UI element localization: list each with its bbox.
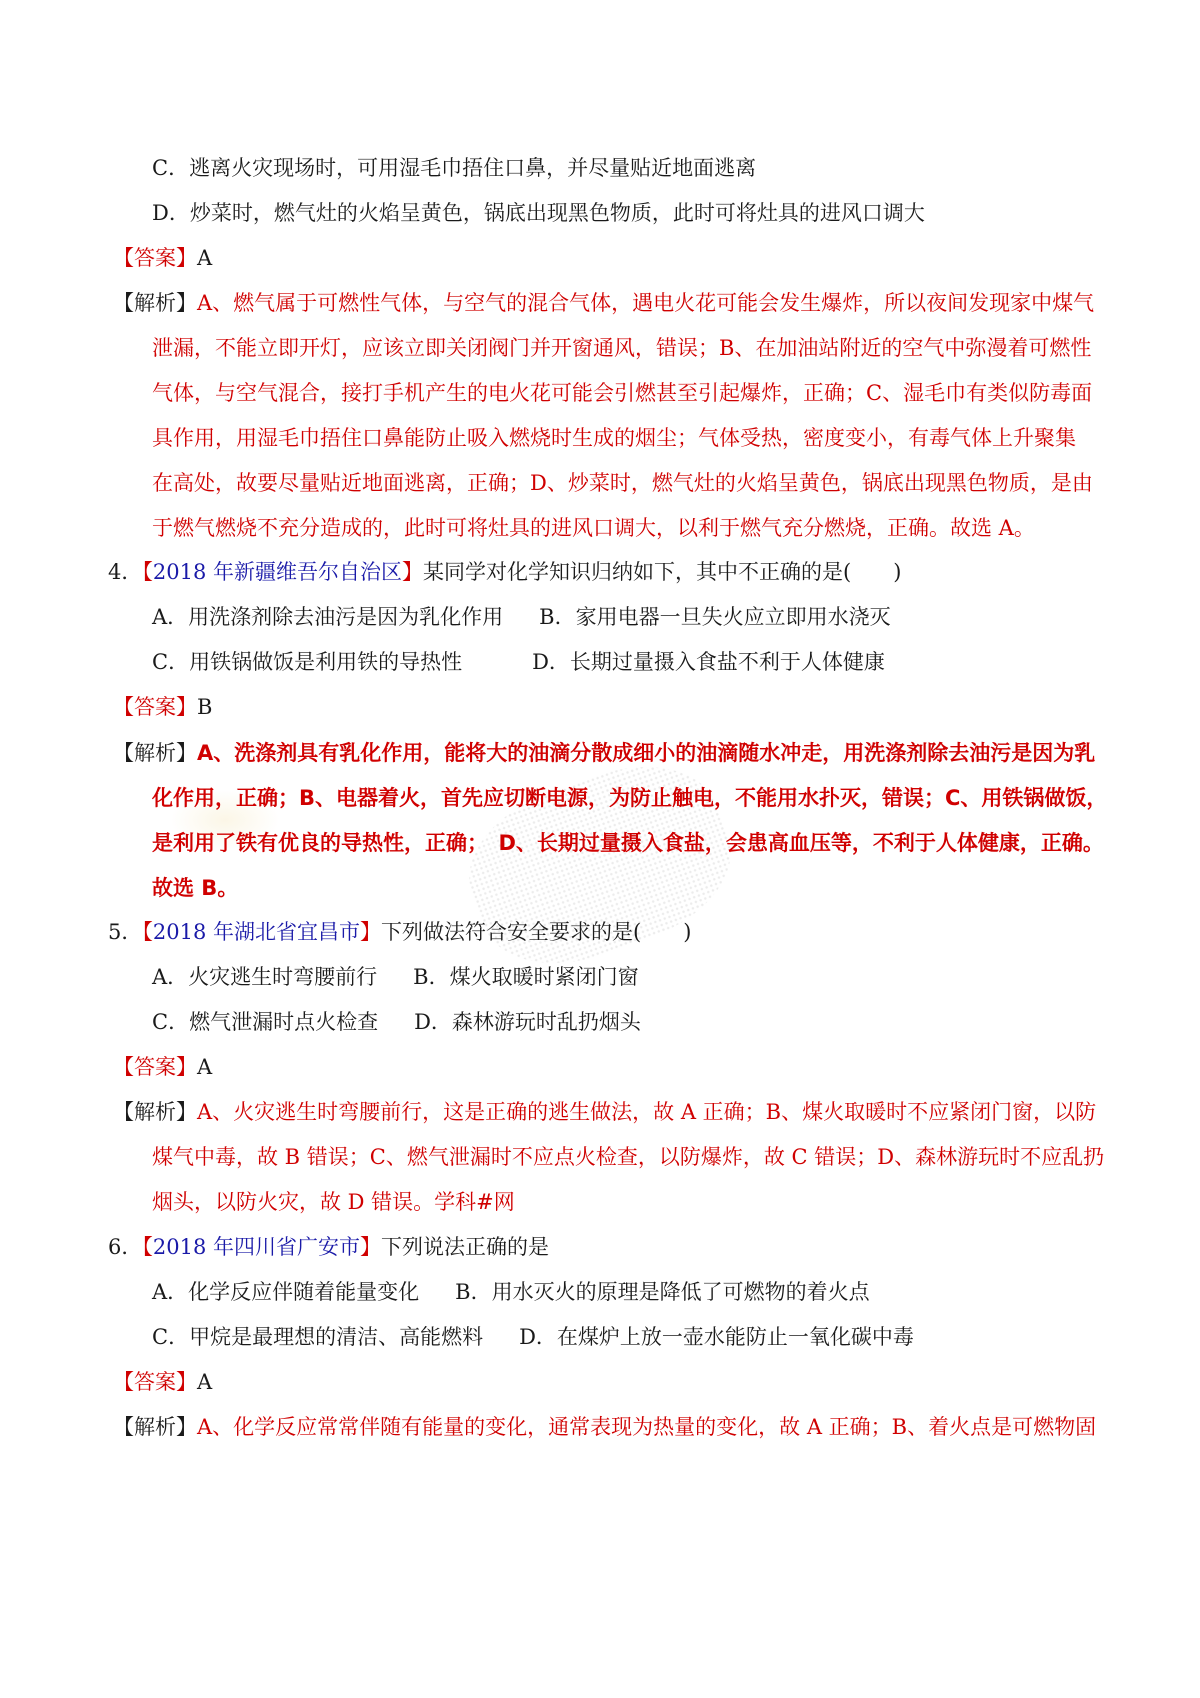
- question-6-options-row-1: [152, 1277, 870, 1307]
- question-source: 2018 年四川省广安市: [152, 1235, 360, 1259]
- option-d: D．在煤炉上放一壶水能防止一氧化碳中毒: [519, 1325, 914, 1349]
- question-text: 某同学对化学知识归纳如下，其中不正确的是( ): [423, 560, 902, 584]
- question-6-stem: 6．【2018 年四川省广安市】下列说法正确的是: [108, 1235, 549, 1259]
- prev-analysis-line-6: 于燃气燃烧不充分造成的，此时可将灶具的进风口调大，以利于燃气充分燃烧，正确。故选 A。: [152, 516, 1035, 540]
- prev-analysis-line-2: 泄漏，不能立即开灯，应该立即关闭阀门并开窗通风，错误；B、在加油站附近的空气中弥漫着可燃性: [152, 336, 1092, 360]
- question-5-options-row-2: [152, 1007, 641, 1037]
- watermark: [449, 741, 751, 990]
- question-5-analysis-line-2: 煤气中毒，故 B 错误；C、燃气泄漏时不应点火检查，以防爆炸，故 C 错误；D、森林游玩时不应乱扔: [152, 1145, 1105, 1169]
- option-b: B．家用电器一旦失火应立即用水浇灭: [539, 605, 891, 629]
- prev-answer: [113, 243, 212, 273]
- question-4-analysis-line-4: 故选 B。: [152, 876, 239, 900]
- option-a: A．化学反应伴随着能量变化: [152, 1280, 420, 1304]
- option-b: B．煤火取暖时紧闭门窗: [413, 965, 639, 989]
- question-6-answer: 【答案】A: [113, 1370, 213, 1394]
- question-source: 2018 年湖北省宜昌市: [152, 920, 360, 944]
- question-4-analysis-line-2: 化作用，正确；B、电器着火，首先应切断电源，为防止触电，不能用水扑灭，错误；C、用铁锅做饭，: [152, 786, 1108, 810]
- prev-analysis-line-1: 【解析】A、燃气属于可燃性气体，与空气的混合气体，遇电火花可能会发生爆炸，所以夜间发现家中煤气: [113, 291, 1095, 315]
- prev-analysis-line-4: 具作用，用湿毛巾捂住口鼻能防止吸入燃烧时生成的烟尘；气体受热，密度变小，有毒气体上升聚集: [152, 426, 1076, 450]
- answer-label: 【答案】: [113, 246, 197, 270]
- question-number: 4．: [108, 560, 143, 584]
- analysis-label: 【解析】: [113, 291, 197, 315]
- question-6-analysis-line-1: 【解析】A、化学反应常常伴随有能量的变化，通常表现为热量的变化，故 A 正确；B、着火点是可燃物固: [113, 1415, 1097, 1439]
- question-5-options-row-1: [152, 962, 639, 992]
- option-b: B．用水灭火的原理是降低了可燃物的着火点: [455, 1280, 870, 1304]
- question-5-stem: 5．【2018 年湖北省宜昌市】下列做法符合安全要求的是( ): [108, 920, 692, 944]
- prev-analysis-line-5: 在高处，故要尽量贴近地面逃离，正确；D、炒菜时，燃气灶的火焰呈黄色，锅底出现黑色物质，是由: [152, 471, 1093, 495]
- question-4-stem: 4．【2018 年新疆维吾尔自治区】某同学对化学知识归纳如下，其中不正确的是( ): [108, 560, 902, 584]
- question-4-answer: 【答案】B: [113, 695, 213, 719]
- prev-analysis-line-3: 气体，与空气混合，接打手机产生的电火花可能会引燃甚至引起爆炸，正确；C、湿毛巾有类似防毒面: [152, 381, 1093, 405]
- option-d: D．长期过量摄入食盐不利于人体健康: [532, 650, 885, 674]
- prev-option-d: D．炒菜时，燃气灶的火焰呈黄色，锅底出现黑色物质，此时可将灶具的进风口调大: [152, 201, 925, 225]
- option-a: A．火灾逃生时弯腰前行: [152, 965, 378, 989]
- question-6-options-row-2: [152, 1322, 914, 1352]
- option-c: C．燃气泄漏时点火检查: [152, 1010, 379, 1034]
- prev-option-c: C．逃离火灾现场时，可用湿毛巾捂住口鼻，并尽量贴近地面逃离: [152, 156, 757, 180]
- question-4-analysis-line-3: 是利用了铁有优良的导热性，正确； D、长期过量摄入食盐，会患高血压等，不利于人体健康，正确。: [152, 831, 1104, 855]
- answer-value: A: [197, 246, 213, 270]
- question-5-analysis-line-3: 烟头，以防火灾，故 D 错误。学科#网: [152, 1190, 515, 1214]
- option-a: A．用洗涤剂除去油污是因为乳化作用: [152, 605, 504, 629]
- question-4-options-row-2: [152, 647, 885, 677]
- question-source: 2018 年新疆维吾尔自治区: [152, 560, 402, 584]
- option-c: C．甲烷是最理想的清洁、高能燃料: [152, 1325, 484, 1349]
- question-4-options-row-1: [152, 602, 891, 632]
- option-d: D．森林游玩时乱扔烟头: [414, 1010, 641, 1034]
- question-4-analysis-line-1: 【解析】A、洗涤剂具有乳化作用，能将大的油滴分散成细小的油滴随水冲走，用洗涤剂除去油污是因为乳: [113, 741, 1096, 765]
- option-c: C．用铁锅做饭是利用铁的导热性: [152, 650, 463, 674]
- question-5-answer: 【答案】A: [113, 1055, 213, 1079]
- question-5-analysis-line-1: 【解析】A、火灾逃生时弯腰前行，这是正确的逃生做法，故 A 正确；B、煤火取暖时不应紧闭门窗，以防: [113, 1100, 1097, 1124]
